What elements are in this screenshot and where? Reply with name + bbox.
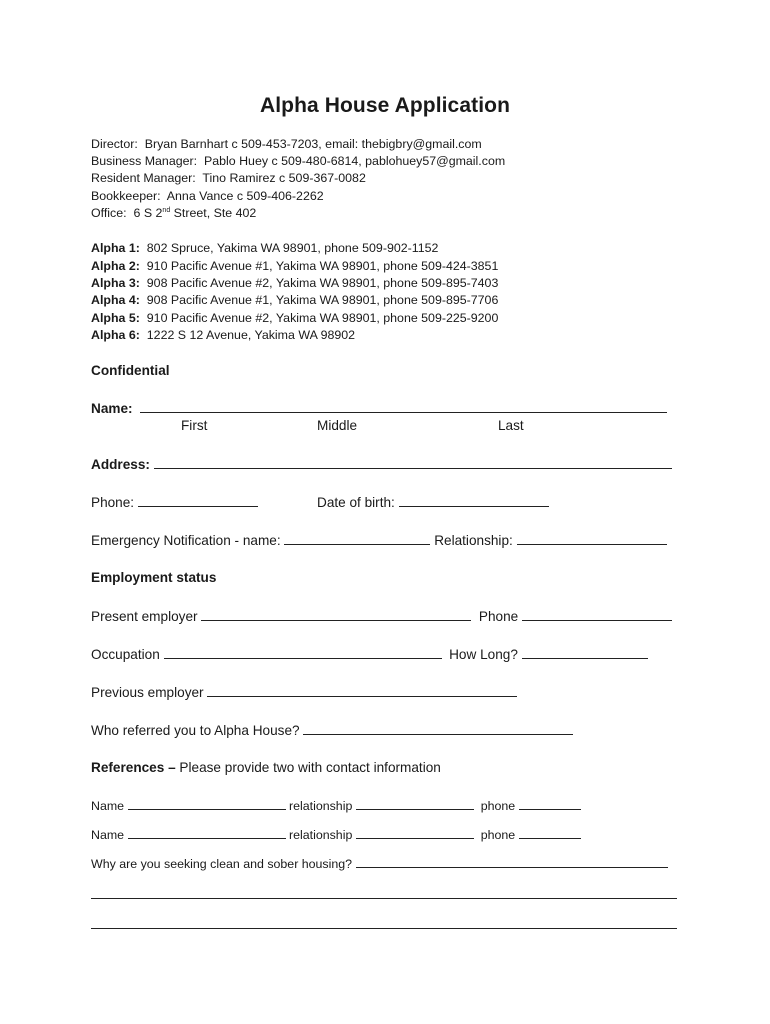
employer-phone-field[interactable] <box>522 608 672 621</box>
staff-value: Bryan Barnhart c 509-453-7203, email: thebigbry@gmail.com <box>144 137 482 151</box>
phone-label: Phone: <box>91 495 135 510</box>
how-long-label: How Long? <box>449 647 518 662</box>
relationship-field[interactable] <box>517 532 667 545</box>
employer-phone-label: Phone <box>478 609 519 624</box>
occupation-field[interactable] <box>164 646 442 659</box>
ref-name-label: Name <box>91 799 125 813</box>
house-alpha-1 <box>91 241 438 255</box>
why-label: Why are you seeking clean and sober housing? <box>91 857 353 871</box>
present-employer-label: Present employer <box>91 609 198 624</box>
staff-value: Anna Vance c 509-406-2262 <box>166 189 324 203</box>
house-label: Alpha 5: <box>91 311 140 325</box>
office-prefix: 6 S 2 <box>133 206 163 220</box>
previous-employer-row <box>91 684 517 700</box>
previous-employer-label: Previous employer <box>91 685 204 700</box>
referred-row <box>91 722 573 738</box>
how-long-field[interactable] <box>522 646 648 659</box>
staff-role: Resident Manager: <box>91 171 196 185</box>
house-alpha-3 <box>91 276 498 290</box>
ref-relationship-label: relationship <box>288 828 353 842</box>
emergency-label: Emergency Notification - name: <box>91 533 281 548</box>
house-info: 1222 S 12 Avenue, Yakima WA 98902 <box>146 328 356 342</box>
emergency-row <box>91 532 667 548</box>
staff-value: Tino Ramirez c 509-367-0082 <box>202 171 366 185</box>
emergency-name-field[interactable] <box>284 532 430 545</box>
references-note: Please provide two with contact information <box>175 760 441 775</box>
why-answer-line-2[interactable] <box>91 928 677 929</box>
why-field[interactable] <box>356 855 668 868</box>
phone-row <box>91 494 258 510</box>
page-title: Alpha House Application <box>259 94 511 117</box>
why-row <box>91 855 668 871</box>
previous-employer-field[interactable] <box>207 684 517 697</box>
ref-2-relationship-field[interactable] <box>356 826 474 839</box>
name-middle-caption: Middle <box>317 418 358 433</box>
occupation-row <box>91 646 648 662</box>
house-alpha-6 <box>91 328 355 342</box>
house-alpha-4 <box>91 293 498 307</box>
ref-phone-label: phone <box>480 799 516 813</box>
ref-2-name-field[interactable] <box>128 826 286 839</box>
address-label: Address: <box>91 457 150 472</box>
ref-relationship-label: relationship <box>288 799 353 813</box>
address-field[interactable] <box>154 456 672 469</box>
office-sup: nd <box>162 207 171 214</box>
name-field[interactable] <box>140 400 667 413</box>
staff-resident-manager <box>91 171 366 185</box>
house-info: 908 Pacific Avenue #2, Yakima WA 98901, phone 509-895-7403 <box>146 276 499 290</box>
house-info: 802 Spruce, Yakima WA 98901, phone 509-902-1152 <box>146 241 439 255</box>
ref-2-phone-field[interactable] <box>519 826 581 839</box>
present-employer-field[interactable] <box>201 608 471 621</box>
occupation-label: Occupation <box>91 647 160 662</box>
dob-label: Date of birth: <box>317 495 395 510</box>
relationship-label: Relationship: <box>434 533 513 548</box>
dob-row <box>317 494 549 510</box>
staff-value: Pablo Huey c 509-480-6814, pablohuey57@gmail.com <box>203 154 506 168</box>
staff-role: Director: <box>91 137 138 151</box>
phone-field[interactable] <box>138 494 258 507</box>
house-label: Alpha 4: <box>91 293 140 307</box>
why-answer-line-1[interactable] <box>91 898 677 899</box>
reference-row-1 <box>91 797 581 813</box>
office-address <box>91 206 256 220</box>
staff-role: Bookkeeper: <box>91 189 161 203</box>
name-last-caption: Last <box>498 418 524 433</box>
referred-field[interactable] <box>303 722 573 735</box>
referred-label: Who referred you to Alpha House? <box>91 723 300 738</box>
name-row <box>91 400 667 416</box>
house-info: 910 Pacific Avenue #2, Yakima WA 98901, phone 509-225-9200 <box>146 311 499 325</box>
reference-row-2 <box>91 826 581 842</box>
house-info: 910 Pacific Avenue #1, Yakima WA 98901, phone 509-424-3851 <box>146 259 499 273</box>
ref-1-name-field[interactable] <box>128 797 286 810</box>
house-alpha-2 <box>91 259 498 273</box>
staff-director <box>91 137 482 151</box>
house-info: 908 Pacific Avenue #1, Yakima WA 98901, phone 509-895-7706 <box>146 293 499 307</box>
references-heading-text: References – <box>91 760 176 775</box>
ref-name-label: Name <box>91 828 125 842</box>
ref-1-phone-field[interactable] <box>519 797 581 810</box>
address-row <box>91 456 672 472</box>
present-employer-row <box>91 608 672 624</box>
name-first-caption: First <box>181 418 208 433</box>
office-label: Office: <box>91 206 127 220</box>
ref-phone-label: phone <box>480 828 516 842</box>
references-heading <box>91 760 441 775</box>
name-label: Name: <box>91 401 133 416</box>
office-suffix: Street, Ste 402 <box>170 206 257 220</box>
employment-heading <box>91 570 216 585</box>
staff-bookkeeper <box>91 189 324 203</box>
employment-heading-text: Employment status <box>91 570 217 585</box>
house-label: Alpha 6: <box>91 328 140 342</box>
house-label: Alpha 2: <box>91 259 140 273</box>
confidential-text: Confidential <box>91 363 170 378</box>
dob-field[interactable] <box>399 494 549 507</box>
house-label: Alpha 3: <box>91 276 140 290</box>
confidential-heading <box>91 363 170 378</box>
house-alpha-5 <box>91 311 498 325</box>
staff-business-manager <box>91 154 505 168</box>
staff-role: Business Manager: <box>91 154 198 168</box>
house-label: Alpha 1: <box>91 241 140 255</box>
ref-1-relationship-field[interactable] <box>356 797 474 810</box>
